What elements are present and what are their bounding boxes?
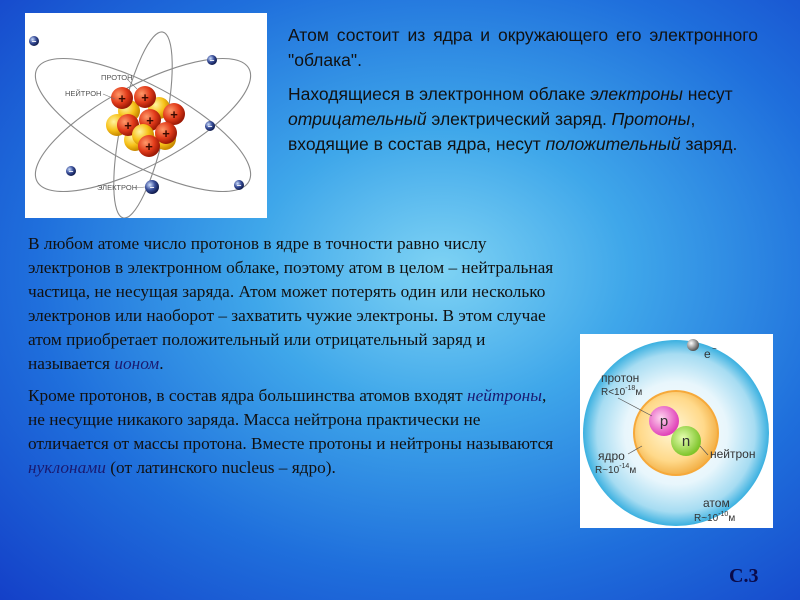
minus-sign: −	[68, 167, 74, 176]
nucleus-label: ядро	[598, 449, 625, 463]
label-proton: ПРОТОН	[101, 73, 133, 82]
proton-size: $R<10^{-18}м$	[601, 385, 643, 398]
text-fragment: , входящие в состав ядра, несут	[288, 109, 696, 154]
plus-sign: +	[118, 91, 126, 106]
text-fragment: (от латинского nucleus – ядро).	[105, 458, 336, 477]
proton-label: протон	[601, 371, 640, 385]
text-fragment: заряд.	[680, 134, 738, 154]
plus-sign: +	[170, 107, 178, 122]
atom-diagram	[25, 13, 267, 218]
label-electron: ЭЛЕКТРОН	[97, 183, 138, 192]
plus-sign: +	[146, 113, 154, 128]
text-fragment: .	[159, 354, 164, 373]
charge-paragraph	[288, 82, 758, 157]
term-nucleons: нуклонами	[28, 458, 106, 477]
plus-sign: +	[145, 139, 153, 154]
top-text-block	[288, 23, 758, 166]
neutron-label: нейтрон	[710, 447, 756, 461]
ion-paragraph	[28, 232, 564, 376]
term-ion: ионом	[114, 354, 160, 373]
intro-paragraph: Атом состоит из ядра и окружающего его электронного "облака".	[288, 25, 758, 70]
minus-sign: −	[209, 56, 215, 65]
plus-sign: +	[141, 90, 149, 105]
term-positive: положительный	[545, 134, 681, 154]
nucleus-illustration	[580, 334, 773, 528]
plus-sign: +	[124, 118, 132, 133]
atom-illustration	[25, 13, 267, 218]
electron-label: e	[704, 347, 711, 361]
label-neutron: НЕЙТРОН	[65, 89, 102, 98]
text-fragment: несут	[682, 84, 733, 104]
minus-sign: −	[31, 37, 37, 46]
plus-sign: +	[162, 126, 170, 141]
minus-sign: −	[149, 183, 155, 192]
text-fragment: В любом атоме число протонов в ядре в точности равно числу электронов в электронном облаке, поэтому атом в целом – нейтральная частица, не несущая заряда. Атом может потерять один или несколько электронов или наоборот – захватить чужие электроны. В этом случае атом приобретает положительный или отрицательный заряд и называется	[28, 234, 554, 373]
nucleon-paragraph	[28, 384, 564, 480]
p-letter: p	[659, 413, 669, 430]
text-fragment: Кроме протонов, в состав ядра большинства атомов входят	[28, 386, 463, 405]
atom-label: атом	[703, 496, 730, 510]
nucleus-scale-diagram	[580, 334, 773, 528]
term-neutrons: нейтроны	[467, 386, 542, 405]
main-text-block	[28, 232, 564, 488]
electron-sphere	[687, 339, 699, 351]
n-letter: n	[681, 433, 691, 450]
atom-size: $R\sim 10^{-10}м$	[694, 511, 736, 524]
text-fragment: , не несущие никакого заряда. Масса нейтрона практически не отличается от массы протона. Вместе протоны и нейтроны называются	[28, 386, 554, 453]
term-negative: отрицательный	[288, 109, 427, 129]
minus-sign: −	[236, 181, 242, 190]
electron-sup: −	[712, 344, 717, 353]
page-number: С.3	[729, 565, 759, 587]
nucleus-size: $R\sim 10^{-14}м$	[595, 463, 637, 476]
minus-sign: −	[207, 122, 213, 131]
text-fragment: электрический заряд.	[426, 109, 612, 129]
term-electrons: электроны	[590, 84, 683, 104]
text-fragment: Находящиеся в электронном облаке	[288, 84, 586, 104]
term-protons: Протоны	[611, 109, 691, 129]
